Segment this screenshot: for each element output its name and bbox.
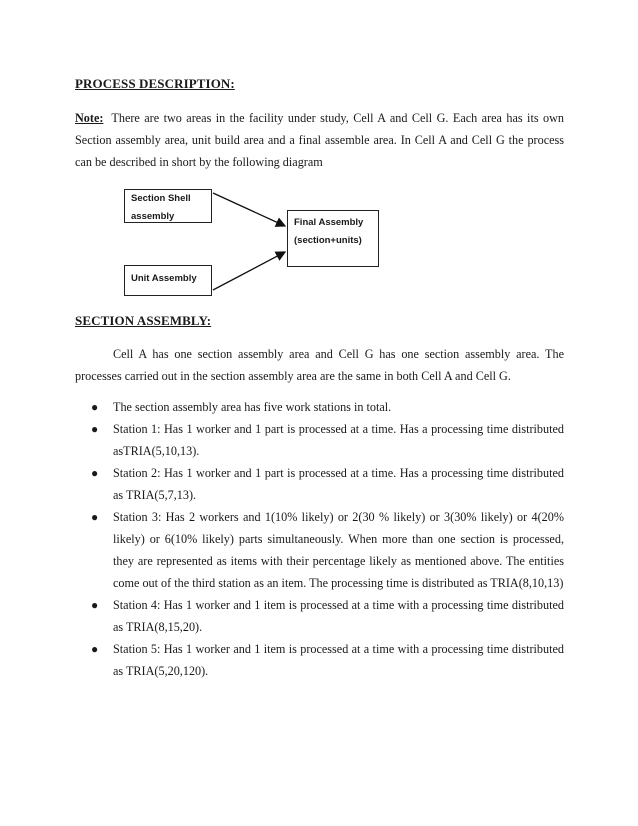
station-bullet-list [75,396,564,682]
bullet-icon: ● [91,422,99,436]
list-item [75,418,564,462]
arrow-shell-to-final [213,193,285,226]
note-text: There are two areas in the facility under study, Cell A and Cell G. Each area has its own Section assembly area, unit build area and a final assemble area. In Cell A and Cell G the process can be described in short by the following diagram [75,111,564,169]
unit-assembly-label: Unit Assembly [131,273,197,284]
section-intro-paragraph: Cell A has one section assembly area and Cell G has one section assembly area. The processes carried out in the section assembly area are the same in both Cell A and Cell G. [75,347,564,383]
section-shell-assembly-label: Section Shell assembly [131,193,191,222]
list-item [75,462,564,506]
list-item [75,638,564,682]
list-item [75,506,564,594]
list-item-text: Station 1: Has 1 worker and 1 part is processed at a time. Has a processing time distributed asTRIA(5,10,13). [113,422,564,458]
bullet-icon: ● [91,400,99,414]
list-item-text: The section assembly area has five work stations in total. [113,400,392,414]
arrow-unit-to-final [213,252,285,290]
process-description-heading: PROCESS DESCRIPTION: [75,76,235,91]
list-item-text: Station 4: Has 1 worker and 1 item is processed at a time with a processing time distributed as TRIA(8,15,20). [113,598,564,634]
list-item-text: Station 5: Has 1 worker and 1 item is processed at a time with a processing time distributed as TRIA(5,20,120). [113,642,564,678]
final-assembly-box [287,210,379,267]
bullet-icon: ● [91,510,99,524]
note-label: Note: [75,111,104,125]
section-assembly-heading: SECTION ASSEMBLY: [75,313,212,328]
list-item-text: Station 2: Has 1 worker and 1 part is processed at a time. Has a processing time distributed as TRIA(5,7,13). [113,466,564,502]
list-item [75,594,564,638]
list-item-text: Station 3: Has 2 workers and 1(10% likely) or 2(30 % likely) or 3(30% likely) or 4(20% likely) or 6(10% likely) parts simultaneously. When more than one section is processed, they are represented as items with their percentage likely as mentioned above. The entities come out of the third station as an item. The processing time is distributed as TRIA(8,10,13) [113,510,564,590]
section-shell-assembly-box [124,189,212,223]
bullet-icon: ● [91,598,99,612]
final-assembly-sublabel: (section+units) [294,235,362,246]
note-paragraph [75,107,564,173]
bullet-icon: ● [91,642,99,656]
bullet-icon: ● [91,466,99,480]
final-assembly-label: Final Assembly [294,217,364,228]
unit-assembly-box [124,265,212,296]
list-item [75,396,564,418]
